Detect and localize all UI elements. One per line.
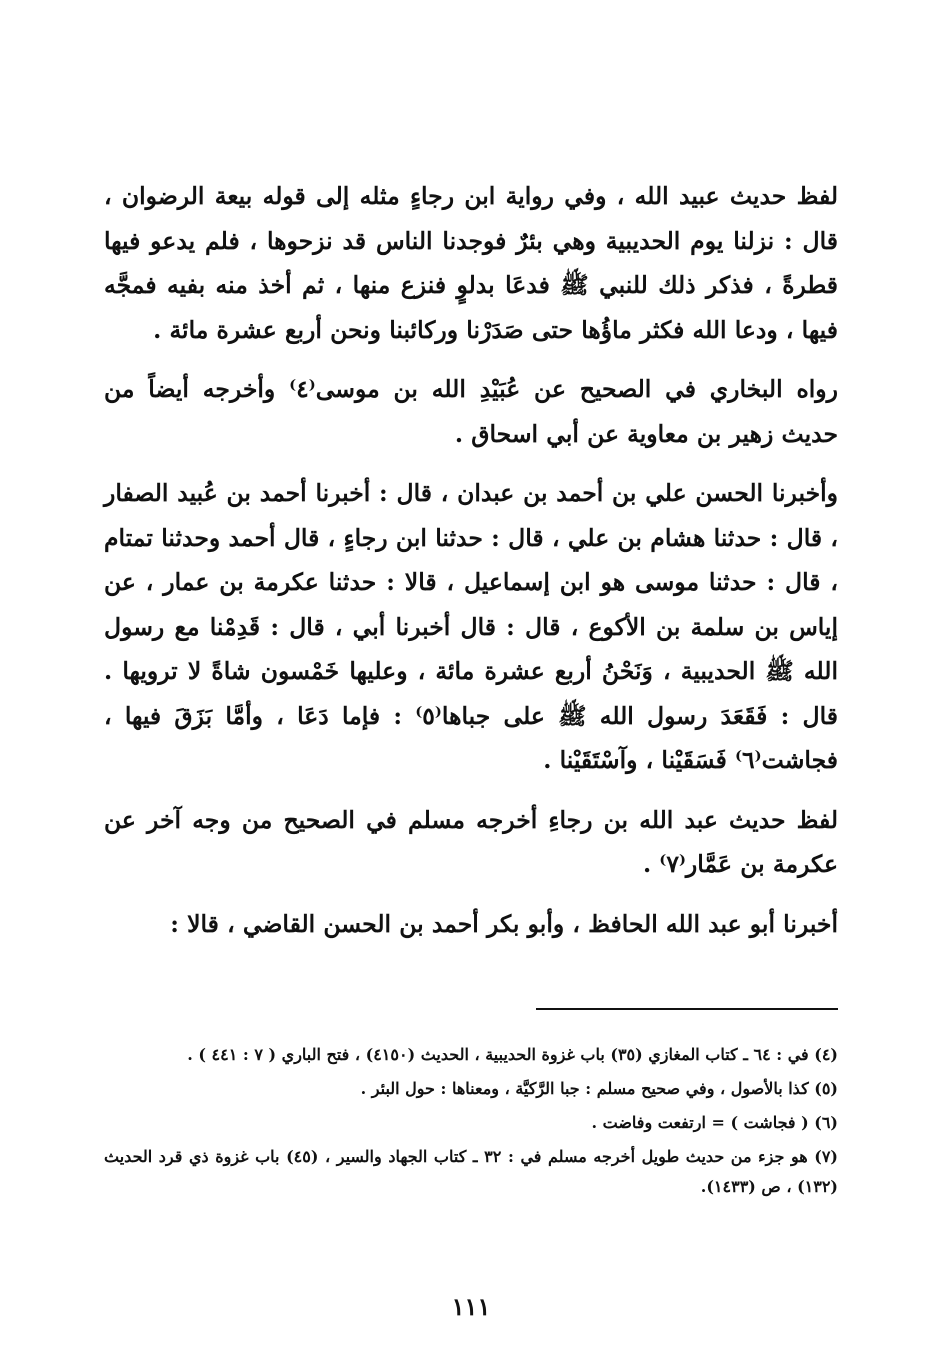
footnote-divider xyxy=(536,1008,838,1010)
footnote: (٥) كذا بالأصول ، وفي صحيح مسلم : جبا الرَّكيَّة ، ومعناها : حول البئر . xyxy=(360,1079,838,1098)
footnote: (٤) في : ٦٤ ـ كتاب المغازي (٣٥) باب غزوة الحديبية ، الحديث (٤١٥٠) ، فتح الباري ( ٧ : ٤٤١ ) . xyxy=(187,1045,838,1064)
page-number: ١١١ xyxy=(451,1292,491,1321)
paragraph: لفظ حديث عبيد الله ، وفي رواية ابن رجاءٍ مثله إلى قوله بيعة الرضوان ، قال : نزلنا يوم الحديبية وهي بئرٌ فوجدنا الناس قد نزحوها ، فلم يدعو فيها قطرةً ، فذكر ذلك للنبي ﷺ فدعَا بدلوٍ فنزع منها ، ثم أخذ منه بفيه فمجَّه فيها ، ودعا الله فكثر ماؤُها حتى صَدَرْنا وركائبنا ونحن أربع عشرة مائة . xyxy=(104,182,838,344)
paragraph: أخبرنا أبو عبد الله الحافظ ، وأبو بكر أحمد بن الحسن القاضي ، قالا : xyxy=(170,909,838,938)
footnotes xyxy=(104,1040,838,1206)
main-text xyxy=(104,174,838,961)
footnote: (٧) هو جزء من حديث طويل أخرجه مسلم في : ٣٢ ـ كتاب الجهاد والسير ، (٤٥) باب غزوة ذي قرد الحديث (١٣٢) ، ص (١٤٣٣). xyxy=(104,1147,838,1196)
footnote: (٦) ( فجاشت ) = ارتفعت وفاضت . xyxy=(591,1113,838,1132)
paragraph: لفظ حديث عبد الله بن رجاءِ أخرجه مسلم في الصحيح من وجه آخر عن عكرمة بن عَمَّار⁽٧⁾ . xyxy=(104,805,838,878)
paragraph: رواه البخاري في الصحيح عن عُبَيْدِ الله بن موسى⁽٤⁾ وأخرجه أيضاً من حديث زهير بن معاوية عن أبي اسحاق . xyxy=(104,375,838,448)
paragraph: وأخبرنا الحسن علي بن أحمد بن عبدان ، قال : أخبرنا أحمد بن عُبيد الصفار ، قال : حدثنا هشام بن علي ، قال : حدثنا ابن رجاءٍ ، قال أحمد وحدثنا تمتام ، قال : حدثنا موسى هو ابن إسماعيل ، قالا : حدثنا عكرمة بن عمار ، عن إياس بن سلمة بن الأكوع ، قال : قال أخبرنا أبي ، قال : قَدِمْنا مع رسول الله ﷺ الحديبية ، وَنَحْنُ أربع عشرة مائة ، وعليها خَمْسون شاةً لا ترويها . قال : فَقَعَدَ رسول الله ﷺ على جباها⁽٥⁾ : فإما دَعَا ، وأمَّا بَزَقَ فيها ، فجاشت⁽٦⁾ فَسَقَيْنا ، وآسْتَقَيْنا . xyxy=(104,479,838,774)
